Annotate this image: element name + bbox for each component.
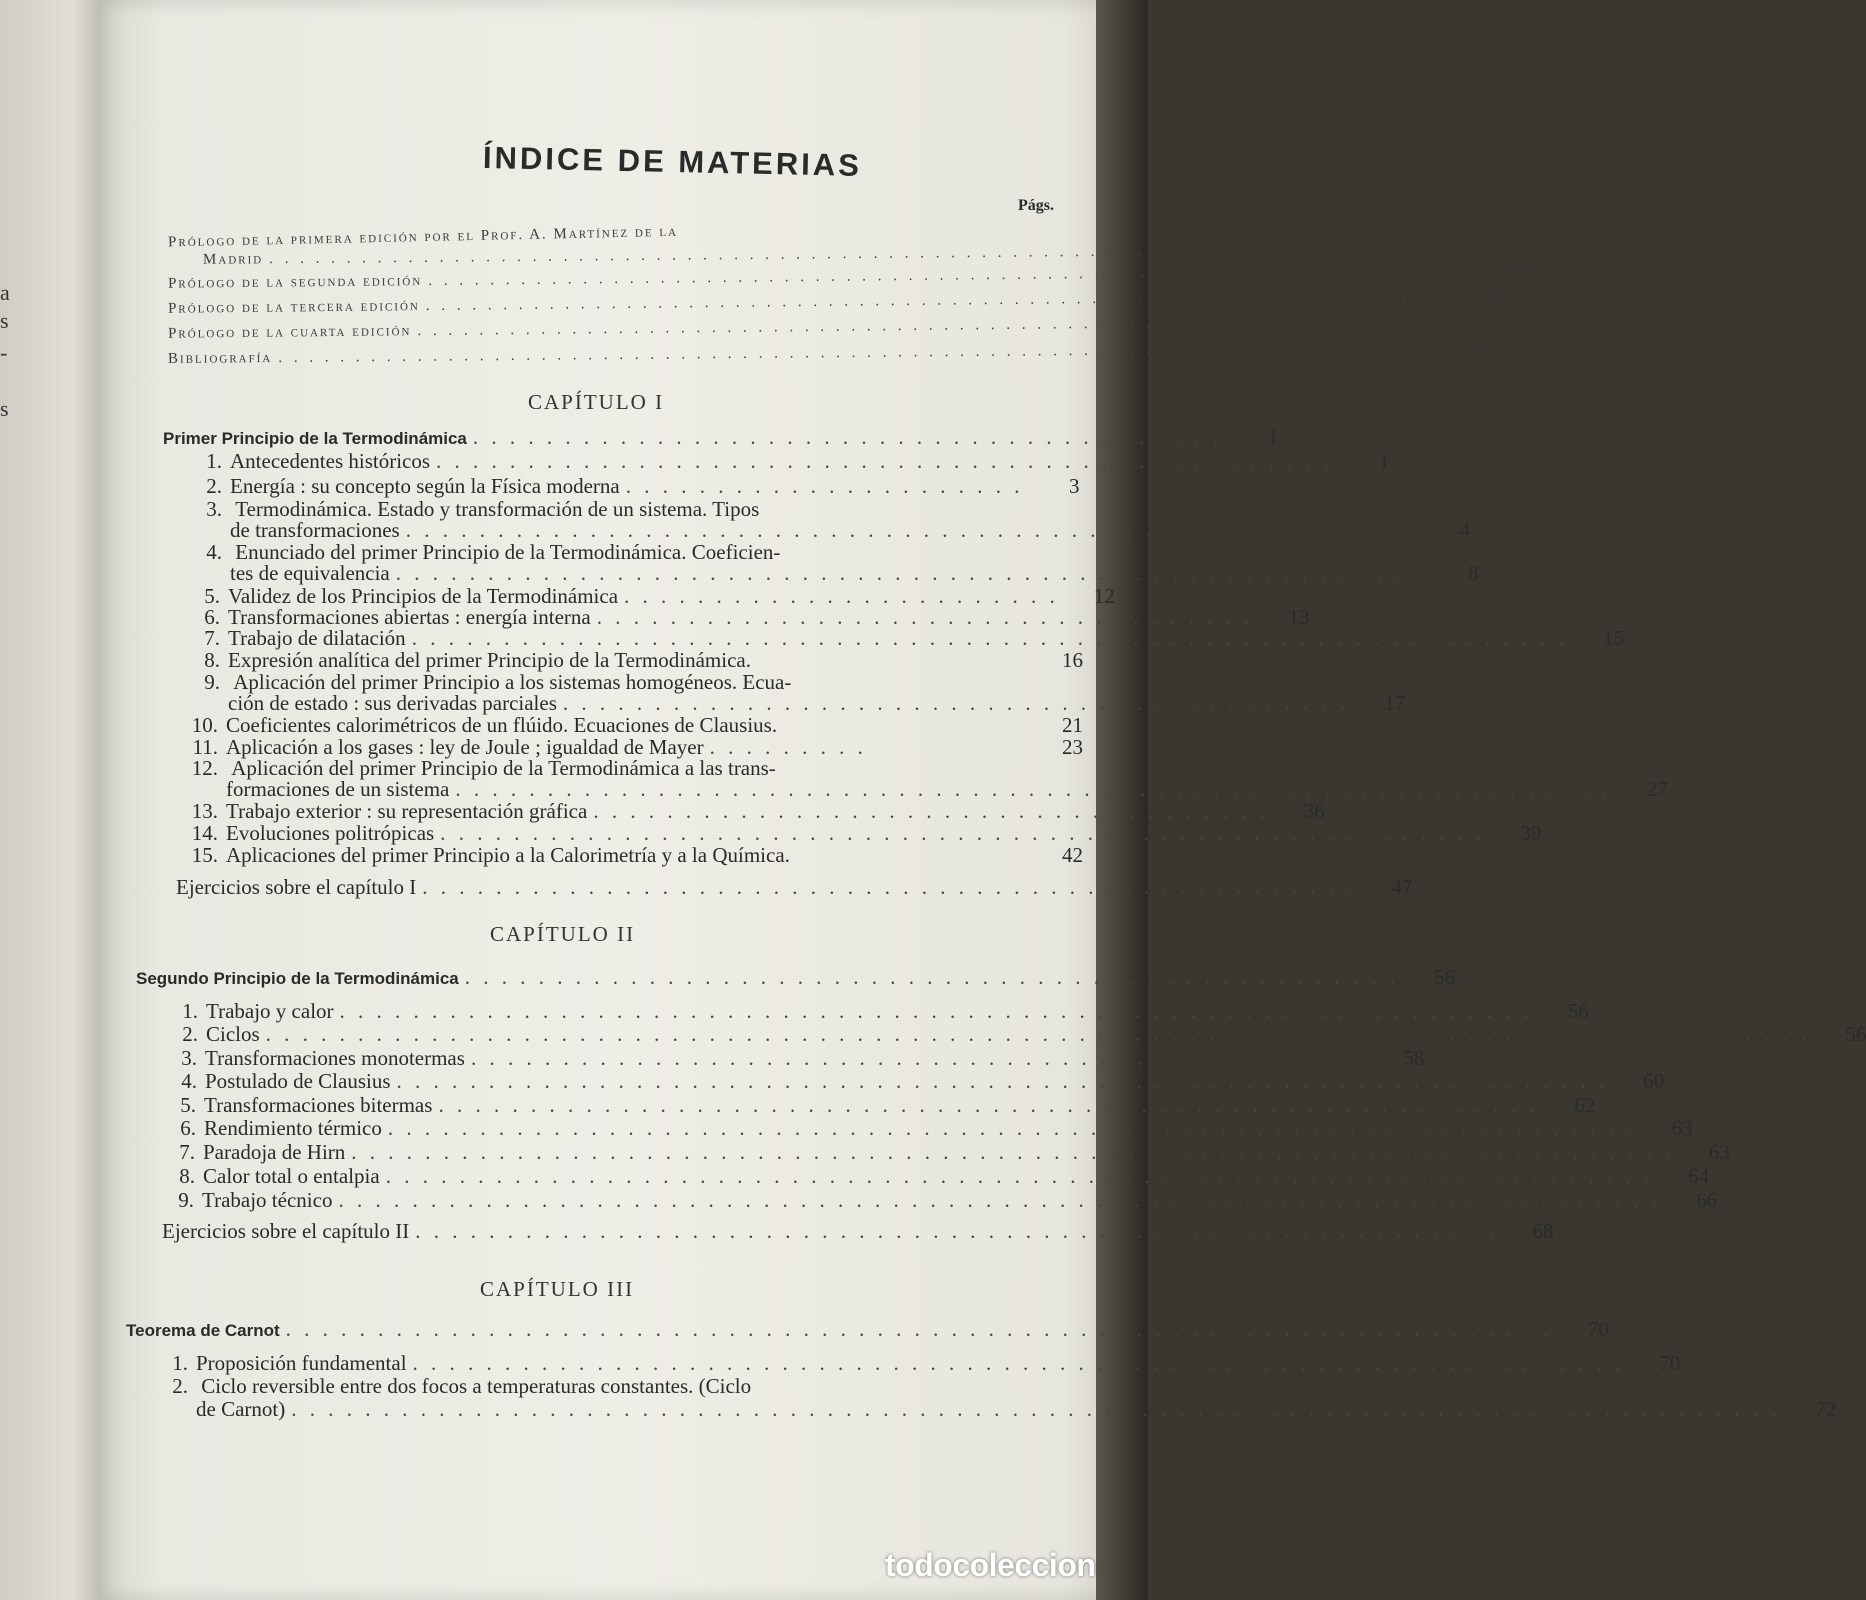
toc-entry-text: Energía : su concepto según la Física moderna bbox=[230, 474, 620, 498]
toc-entry-text: Transformaciones monotermas bbox=[205, 1046, 465, 1070]
leader-dots: . . . . . . . . . . . . . . . . . . . . . . bbox=[625, 474, 1024, 498]
leader-dots: . . . . . . . . . . . . . . . . . . . . . . . . . . . . . . . . . . . . . . . . . . . . . . . . . . . . . . . . . . . . . . . . . bbox=[339, 999, 1533, 1023]
left-facing-page bbox=[0, 0, 105, 1600]
leader-dots: . . . . . . . . . . . . . . . . . . . . . . . . . . . . . . . . . . . . . . . . . . . . . . . . . . . bbox=[422, 875, 1357, 899]
toc-entry-text: Rendimiento térmico bbox=[204, 1116, 382, 1140]
toc-entry-text: Evoluciones politrópicas bbox=[226, 821, 435, 845]
leader-dots: . . . . . . . . . . . . . . . . . . . . . . . . . . . . . . . . . . . . . . . . . . . bbox=[562, 691, 1350, 715]
leader-dots: . . . . . . . . . . . . . . . . . . . . . . . . . . . . . . . . . . . . . . . . . . . . . . . . . . . . . . . . . . . . . . . . . . . . . . . . . . . . . . . . . bbox=[291, 1397, 1781, 1421]
toc-entry-number: 6. bbox=[180, 1116, 196, 1140]
toc-page-number: 62 bbox=[1574, 1093, 1596, 1117]
toc-entry bbox=[178, 799, 1325, 823]
chapter-heading bbox=[126, 1317, 1609, 1342]
toc-entry-number: 3. bbox=[181, 1046, 197, 1070]
toc-page-number: 4 bbox=[1459, 518, 1470, 542]
leader-dots: . . . . . . . . . . . . . . . . . . . . . . . . . . . . . . . . . . . . bbox=[596, 605, 1254, 629]
chapter-label: CAPÍTULO III bbox=[480, 1277, 635, 1301]
toc-entry bbox=[190, 498, 759, 520]
toc-page-number: 8 bbox=[1468, 561, 1479, 585]
toc-entry bbox=[188, 671, 791, 693]
toc-entry-text: Expresión analítica del primer Principio de la Termodinámica. bbox=[228, 648, 751, 672]
toc-entry-number: 12. bbox=[191, 756, 218, 780]
toc-exercises-entry bbox=[176, 875, 1413, 899]
toc-entry-text: Validez de los Principios de la Termodinámica bbox=[228, 584, 619, 608]
toc-entry bbox=[178, 757, 776, 779]
toc-entry-continuation bbox=[196, 1397, 1837, 1421]
toc-entry-number: 1. bbox=[206, 449, 222, 473]
toc-entry-number: 10. bbox=[191, 713, 218, 737]
toc-page-number: 70 bbox=[1659, 1351, 1681, 1375]
toc-entry bbox=[190, 475, 1078, 497]
toc-entry-number: 11. bbox=[192, 735, 218, 759]
toc-entry-number: 9. bbox=[178, 1188, 194, 1212]
leader-dots: . . . . . . . . . . . . . . . . . . . . . . . . . . . . . . . . . . . . . . . . . . . . . . . . . . . . . . . . . . . . . . . . . . . . bbox=[428, 262, 1475, 289]
toc-entry bbox=[166, 1022, 1866, 1046]
toc-entry-number: 4. bbox=[206, 540, 222, 564]
toc-entry bbox=[165, 1046, 1425, 1070]
toc-entry bbox=[178, 821, 1542, 845]
chapter-heading bbox=[163, 425, 1279, 450]
toc-entry bbox=[178, 714, 1083, 736]
watermark: todocoleccion bbox=[885, 1547, 1096, 1583]
left-page-glyph: s bbox=[0, 308, 9, 333]
chapter-label: CAPÍTULO I bbox=[528, 390, 665, 414]
leader-dots: . . . . . . . . . . . . . . . . . . . . . . . . . . . . . . . . . . . . . . . . . . . . . . . . . . . . . . . . . bbox=[440, 821, 1486, 845]
toc-entry bbox=[156, 1351, 1681, 1375]
chapter-heading-text: Teorema de Carnot bbox=[126, 1321, 280, 1340]
toc-entry-text: ción de estado : sus derivadas parciales bbox=[228, 691, 557, 715]
leader-dots: . . . . . . . . . . . . . . . . . . . . . . . . bbox=[624, 584, 1059, 608]
leader-dots: . . . . . . . . . . . . . . . . . . . . . . . . . . . . . . . . . . . . . . . . . . . . . . . . . . . bbox=[464, 965, 1399, 989]
toc-entry-text: Ciclos bbox=[206, 1022, 260, 1046]
toc-entry bbox=[188, 605, 1310, 629]
toc-page-number: 16 bbox=[1062, 648, 1083, 672]
toc-page-number: 56 bbox=[1845, 1022, 1866, 1046]
toc-entry bbox=[190, 449, 1390, 473]
toc-entry-text: Ciclo reversible entre dos focos a temperaturas constantes. (Ciclo bbox=[201, 1374, 752, 1398]
leader-dots: . . . . . . . . . . . . . . . . . . . . . . . . . . . . . . . . . . . . . . . . . . . . . . . . . . . . . . . . . . . bbox=[415, 1219, 1498, 1243]
toc-exercises-entry bbox=[162, 1219, 1554, 1243]
toc-page-number: 63 bbox=[1709, 1140, 1731, 1164]
toc-entry-number: 5. bbox=[180, 1093, 196, 1117]
chapter-heading-text: Primer Principio de la Termodinámica bbox=[163, 429, 467, 448]
toc-entry-text: Antecedentes históricos bbox=[230, 449, 431, 473]
chapter-heading bbox=[136, 965, 1455, 990]
toc-page-number: 13 bbox=[1288, 605, 1310, 629]
leader-dots: . . . . . . . . . bbox=[709, 735, 867, 759]
toc-entry bbox=[166, 999, 1589, 1023]
toc-entry bbox=[188, 649, 1083, 671]
toc-entry-text: Paradoja de Hirn bbox=[203, 1140, 346, 1164]
toc-entry-number: 15. bbox=[191, 843, 218, 867]
toc-entry-text: Proposición fundamental bbox=[196, 1351, 407, 1375]
leader-dots: . . . . . . . . . . . . . . . . . . . . . . . . . . . . . . . . . . . . . . . . . . . . . . . . . . . . . . . . . . . . . . . . . . . . . . . . . . . . . . . . . . . . bbox=[265, 1022, 1811, 1046]
toc-page-number: x bbox=[1479, 311, 1489, 328]
toc-page-number: 36 bbox=[1303, 799, 1325, 823]
toc-page-number: 23 bbox=[1062, 735, 1083, 759]
toc-entry-text: Ejercicios sobre el capítulo I bbox=[176, 875, 417, 899]
toc-entry-text: Ejercicios sobre el capítulo II bbox=[162, 1219, 410, 1243]
toc-entry bbox=[164, 1116, 1693, 1140]
leader-dots: . . . . . . . . . . . . . . . . . . . . . . . . . . . . . . . . . . . . . . . . . . . . . . . . . . . . . . . . . . . . bbox=[438, 1093, 1540, 1117]
toc-entry-text: Prólogo de la cuarta edición bbox=[167, 323, 412, 342]
toc-page-number: 63 bbox=[1671, 1116, 1693, 1140]
toc-page-number: 1 bbox=[1378, 449, 1390, 473]
toc-entry-number: 9. bbox=[204, 670, 220, 694]
toc-entry-text: Aplicación del primer Principio de la Termodinámica a las trans- bbox=[231, 756, 776, 780]
toc-entry-number: 7. bbox=[204, 626, 220, 650]
toc-entry-text: Termodinámica. Estado y transformación de un sistema. Tipos bbox=[235, 497, 760, 521]
leader-dots: . . . . . . . . . . . . . . . . . . . . . . . . . . . . . . . . . . . . . . . . . . . . . . . . . . . . . . . . . . . . . . . bbox=[455, 777, 1612, 801]
toc-entry-text: Aplicaciones del primer Principio a la Calorimetría y a la Química. bbox=[226, 843, 790, 867]
leader-dots: . . . . . . . . . . . . . . . . . . . . . . . . . . . . . . . . . . . . . . . . . bbox=[472, 425, 1223, 449]
toc-entry bbox=[188, 584, 1115, 608]
toc-page-number: viii bbox=[1505, 261, 1531, 278]
toc-entry-number: 2. bbox=[172, 1374, 188, 1398]
leader-dots: . . . . . . . . . . . . . . . . . . . . . . . . . . . . . . . . . . . . . . . . . . . . . . . . . bbox=[436, 449, 1334, 473]
toc-entry-text: de transformaciones bbox=[230, 518, 400, 542]
leader-dots: . . . . . . . . . . . . . . . . . . . . . . . . . . . . . . . . . . . . . . . . . . . . . . . . . . . . . . . . . . . . . . . . . . bbox=[417, 312, 1433, 340]
toc-entry-text: Madrid bbox=[202, 251, 264, 268]
leader-dots: . . . . . . . . . . . . . . . . . . . . . . . . . . . . . . . . . . . . . . . . . . . . . . . . . . . . . . . . . . . . . . . . . . . . . . . . . . . bbox=[278, 339, 1434, 366]
leader-dots: . . . . . . . . . . . . . . . . . . . . . . . . . . . . . . . . . . . . . . . . . . . . . . . . . . . . . . . . . . . . . . . . . . . . bbox=[387, 1116, 1637, 1140]
toc-page-number: 70 bbox=[1587, 1317, 1609, 1341]
toc-entry bbox=[188, 626, 1624, 650]
toc-page-number: 39 bbox=[1520, 821, 1542, 845]
toc-entry-number: 3. bbox=[206, 497, 222, 521]
leader-dots: . . . . . . . . . . . . . . . . . . . . . . . . . . . . . . . . . . . . . . . . . . . . . . . . . . . . . . . . . . . . . . . . . . bbox=[412, 1351, 1625, 1375]
toc-entry-text: Aplicación a los gases : ley de Joule ; igualdad de Mayer bbox=[226, 735, 704, 759]
toc-entry-text: Bibliografía bbox=[167, 350, 273, 367]
book-page bbox=[98, 0, 1866, 1600]
toc-page-number: 17 bbox=[1384, 691, 1406, 715]
toc-prologue-entry bbox=[167, 339, 1490, 370]
leader-dots: . . . . . . . . . . . . . . . . . . . . . . . . . . . . . . . . . . . . . . . . . . . . . . . . . . . . . . . . . . . . . . . . . . . . . bbox=[285, 1317, 1553, 1341]
toc-entry-number: 8. bbox=[179, 1164, 195, 1188]
toc-page-number: 60 bbox=[1643, 1069, 1665, 1093]
toc-entry-text: Prólogo de la primera edición por el Prof. A. Martínez de la bbox=[167, 223, 679, 251]
toc-entry-text: de Carnot) bbox=[196, 1397, 286, 1421]
chapter-label: CAPÍTULO II bbox=[490, 922, 636, 946]
toc-entry-number: 1. bbox=[182, 999, 198, 1023]
leader-dots: . . . . . . . . . . . . . . . . . . . . . . . . . . . . . . . . . . . . . . . . . . . . . . . . . . . . . . . . . . . . . . . . . . bbox=[396, 1069, 1609, 1093]
toc-page-number: 56 bbox=[1567, 999, 1589, 1023]
leader-dots: . . . . . . . . . . . . . . . . . . . . . . . . . . . . . . . . . . . . . . . . . . . . . . . . . . . . . . . . bbox=[395, 561, 1423, 585]
toc-entry-number: 14. bbox=[191, 821, 218, 845]
toc-entry-text: Transformaciones bitermas bbox=[204, 1093, 433, 1117]
toc-entry-text: Prólogo de la segunda edición bbox=[167, 273, 423, 292]
toc-entry-number: 1. bbox=[172, 1351, 188, 1375]
toc-entry-text: Trabajo técnico bbox=[202, 1188, 333, 1212]
leader-dots: . . . . . . . . . . . . . . . . . . . . . . . . . . . . . . . . . . . . . . . . . . . . . . . . . . . . . . . . . . . . . . . . . . . . . . . . bbox=[338, 1188, 1662, 1212]
toc-entry-text: tes de equivalencia bbox=[230, 561, 390, 585]
toc-entry-number: 5. bbox=[204, 584, 220, 608]
toc-entry bbox=[190, 541, 780, 563]
toc-page-number: 58 bbox=[1403, 1046, 1425, 1070]
toc-entry-continuation bbox=[230, 561, 1479, 585]
toc-page-number: 3 bbox=[1069, 474, 1080, 498]
left-page-glyph: a bbox=[0, 280, 10, 305]
toc-entry-text: Calor total o entalpia bbox=[203, 1164, 380, 1188]
leader-dots: . . . . . . . . . . . . . . . . . . . . . . . . . . . . . . . . . . . . . bbox=[593, 799, 1269, 823]
pages-column-label: Págs. bbox=[1018, 197, 1054, 214]
toc-entry-number: 7. bbox=[179, 1140, 195, 1164]
toc-entry-text: Coeficientes calorimétricos de un flúido. Ecuaciones de Clausius. bbox=[226, 713, 778, 737]
toc-entry-text: formaciones de un sistema bbox=[226, 777, 450, 801]
toc-entry-text: Trabajo exterior : su representación gráfica bbox=[226, 799, 588, 823]
leader-dots: . . . . . . . . . . . . . . . . . . . . . . . . . . . . . . . . . . . . . . . . . . . . . . . . . bbox=[470, 1046, 1369, 1070]
toc-entry bbox=[165, 1069, 1665, 1093]
leader-dots: . . . . . . . . . . . . . . . . . . . . . . . . . . . . . . . . . . . . . . . . . . . . . . . . . . . . . . . bbox=[405, 518, 1414, 542]
toc-entry bbox=[162, 1188, 1718, 1212]
toc-entry-text: Trabajo de dilatación bbox=[228, 626, 406, 650]
toc-page-number: 27 bbox=[1646, 777, 1668, 801]
toc-entry-number: 6. bbox=[204, 605, 220, 629]
toc-entry-text: Prólogo de la tercera edición bbox=[167, 298, 420, 317]
chapter-heading-text: Segundo Principio de la Termodinámica bbox=[136, 969, 459, 988]
page-title: ÍNDICE DE MATERIAS bbox=[482, 140, 863, 183]
toc-page-number: 1 bbox=[1267, 425, 1279, 449]
leader-dots: . . . . . . . . . . . . . . . . . . . . . . . . . . . . . . . . . . . . . . . . . . . . . . . . . . . . . . . . . . . . . . . bbox=[411, 626, 1568, 650]
toc-entry-continuation bbox=[230, 518, 1470, 542]
table-of-contents bbox=[126, 0, 1866, 1600]
toc-page-number: 21 bbox=[1062, 713, 1083, 737]
toc-entry-text: Postulado de Clausius bbox=[205, 1069, 391, 1093]
leader-dots: . . . . . . . . . . . . . . . . . . . . . . . . . . . . . . . . . . . . . . . . . . . . . . . . . . . . . . . . . . . . . . . . . . . . . bbox=[385, 1164, 1653, 1188]
toc-page-number: v bbox=[1501, 240, 1511, 257]
toc-entry-number: 13. bbox=[191, 799, 218, 823]
toc-entry bbox=[164, 1093, 1596, 1117]
toc-page-number: xvi bbox=[1465, 339, 1490, 356]
toc-page-number: 64 bbox=[1687, 1164, 1709, 1188]
toc-entry-continuation bbox=[226, 777, 1668, 801]
leader-dots: . . . . . . . . . . . . . . . . . . . . . . . . . . . . . . . . . . . . . . . . . . . . . . . . . . . . . . . . . . . . . . . . . . . . . . . . . . . . . bbox=[269, 240, 1455, 268]
toc-entry-text: Enunciado del primer Principio de la Termodinámica. Coeficien- bbox=[235, 540, 781, 564]
left-page-glyph: - bbox=[0, 340, 8, 365]
toc-entry-number: 4. bbox=[181, 1069, 197, 1093]
toc-page-number: 12 bbox=[1093, 584, 1115, 608]
toc-page-number: ix bbox=[1482, 286, 1498, 303]
toc-entry bbox=[156, 1375, 751, 1397]
toc-page-number: 68 bbox=[1532, 1219, 1554, 1243]
toc-entry-text: Transformaciones abiertas : energía interna bbox=[228, 605, 591, 629]
toc-page-number: 56 bbox=[1434, 965, 1455, 989]
toc-entry-number: 2. bbox=[206, 474, 222, 498]
left-page-glyph: s bbox=[0, 396, 9, 421]
toc-page-number: 47 bbox=[1391, 875, 1413, 899]
toc-entry bbox=[178, 736, 1083, 758]
leader-dots: . . . . . . . . . . . . . . . . . . . . . . . . . . . . . . . . . . . . . . . . . . . . . . . . . . . . . . . . . . . . . . . . . . . . . . . . bbox=[351, 1140, 1675, 1164]
toc-entry-text: Aplicación del primer Principio a los sistemas homogéneos. Ecua- bbox=[233, 670, 792, 694]
toc-page-number: 72 bbox=[1815, 1397, 1837, 1421]
toc-page-number: 66 bbox=[1696, 1188, 1718, 1212]
toc-entry-number: 2. bbox=[182, 1022, 198, 1046]
toc-page-number: 15 bbox=[1602, 626, 1624, 650]
toc-entry bbox=[163, 1140, 1731, 1164]
toc-entry bbox=[163, 1164, 1709, 1188]
toc-page-number: 42 bbox=[1062, 843, 1083, 867]
toc-entry-text: Trabajo y calor bbox=[206, 999, 334, 1023]
leader-dots: . . . . . . . . . . . . . . . . . . . . . . . . . . . . . . . . . . . . . . . . . . . . . . . . . . . . . . . . . . . . . . . . . . bbox=[425, 287, 1442, 315]
toc-entry-continuation bbox=[228, 691, 1406, 715]
toc-entry-number: 8. bbox=[204, 648, 220, 672]
toc-entry bbox=[178, 844, 1083, 866]
